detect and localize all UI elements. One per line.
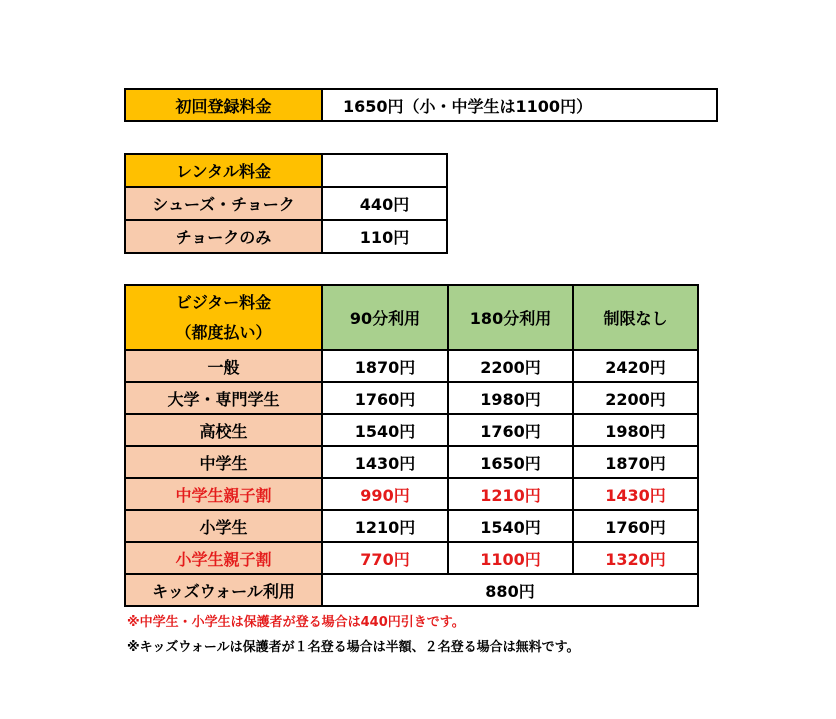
rental-item-label: シューズ・チョーク <box>125 187 322 220</box>
price-cell: 1540円 <box>448 510 573 542</box>
price-cell: 1760円 <box>448 414 573 446</box>
column-header: 180分利用 <box>448 285 573 350</box>
row-label-discount: 中学生親子割 <box>125 478 322 510</box>
price-cell-discount: 770円 <box>322 542 448 574</box>
column-header: 90分利用 <box>322 285 448 350</box>
table-row <box>125 154 447 187</box>
row-label: 大学・専門学生 <box>125 382 322 414</box>
column-header: 制限なし <box>573 285 698 350</box>
price-cell: 2200円 <box>573 382 698 414</box>
row-label: 小学生 <box>125 510 322 542</box>
note-discount: ※中学生・小学生は保護者が登る場合は440円引きです。 <box>127 615 465 630</box>
price-cell: 1430円 <box>322 446 448 478</box>
price-cell: 1760円 <box>573 510 698 542</box>
price-cell: 1540円 <box>322 414 448 446</box>
table-row <box>125 187 447 220</box>
rental-fee-table <box>124 153 448 254</box>
price-cell: 1650円 <box>448 446 573 478</box>
kids-wall-price: 880円 <box>322 574 698 606</box>
rental-fee-header: レンタル料金 <box>125 154 322 187</box>
visitor-fee-table <box>124 284 699 607</box>
table-row <box>125 382 698 414</box>
table-header-row <box>125 285 698 350</box>
price-cell: 1870円 <box>573 446 698 478</box>
registration-fee-value: 1650円（小・中学生は1100円） <box>322 89 717 121</box>
table-row <box>125 478 698 510</box>
row-label: 一般 <box>125 350 322 382</box>
registration-fee-table <box>124 88 718 122</box>
price-cell: 2200円 <box>448 350 573 382</box>
row-label: 高校生 <box>125 414 322 446</box>
table-row <box>125 350 698 382</box>
note-kids-wall: ※キッズウォールは保護者が１名登る場合は半額、２名登る場合は無料です。 <box>127 640 580 655</box>
price-cell: 1760円 <box>322 382 448 414</box>
table-row <box>125 542 698 574</box>
visitor-fee-header <box>125 285 322 350</box>
table-row <box>125 414 698 446</box>
table-row <box>125 89 717 121</box>
rental-item-label: チョークのみ <box>125 220 322 253</box>
price-cell: 1980円 <box>448 382 573 414</box>
price-cell-discount: 1210円 <box>448 478 573 510</box>
price-cell: 1980円 <box>573 414 698 446</box>
table-row <box>125 446 698 478</box>
price-cell-discount: 1430円 <box>573 478 698 510</box>
row-label: 中学生 <box>125 446 322 478</box>
price-cell-discount: 1100円 <box>448 542 573 574</box>
rental-item-price: 440円 <box>322 187 447 220</box>
table-row <box>125 574 698 606</box>
rental-item-price: 110円 <box>322 220 447 253</box>
price-cell: 1870円 <box>322 350 448 382</box>
price-cell-discount: 1320円 <box>573 542 698 574</box>
table-row <box>125 510 698 542</box>
price-cell: 1210円 <box>322 510 448 542</box>
price-cell: 2420円 <box>573 350 698 382</box>
kids-wall-label: キッズウォール利用 <box>125 574 322 606</box>
rental-fee-header-blank <box>322 154 447 187</box>
visitor-fee-header-line1: ビジター料金 <box>175 292 272 312</box>
table-row <box>125 220 447 253</box>
price-cell-discount: 990円 <box>322 478 448 510</box>
row-label-discount: 小学生親子割 <box>125 542 322 574</box>
registration-fee-label: 初回登録料金 <box>125 89 322 121</box>
visitor-fee-header-line2: （都度払い） <box>175 322 272 342</box>
